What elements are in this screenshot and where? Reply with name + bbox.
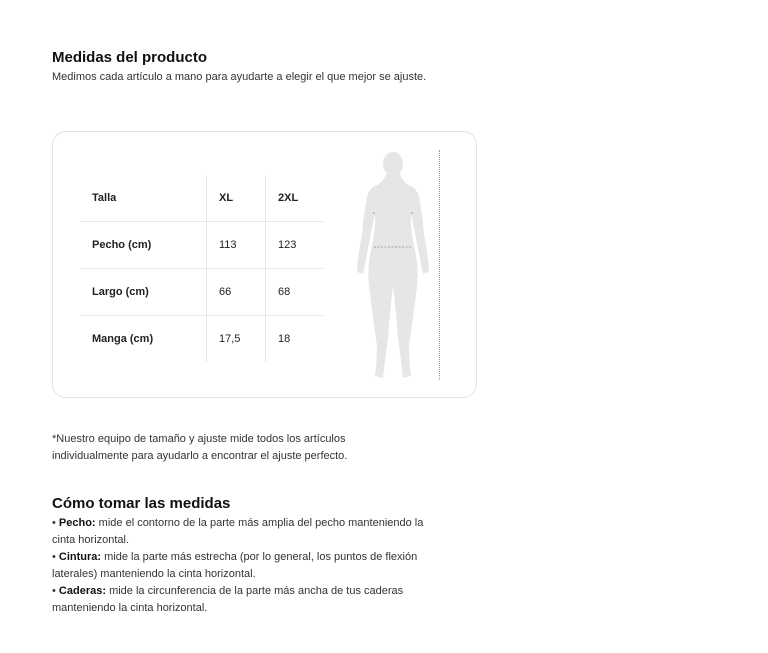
bullet: • (52, 585, 56, 597)
cell-value: 17,5 (207, 316, 266, 363)
table-row (80, 222, 323, 269)
body-silhouette-icon (353, 150, 433, 385)
list-item (52, 515, 437, 549)
size-table-header-2xl: 2XL (266, 175, 324, 222)
row-label-pecho: Pecho (cm) (80, 222, 207, 269)
height-measure-line (439, 150, 440, 380)
size-table-header-row (80, 175, 323, 222)
fit-note: *Nuestro equipo de tamaño y ajuste mide todos los artículos individualmente para ayudarlo a encontrar el ajuste perfecto. (52, 433, 348, 462)
page-subtitle: Medimos cada artículo a mano para ayudarte a elegir el que mejor se ajuste. (52, 71, 427, 83)
measure-term-cintura: Cintura: (58, 551, 102, 563)
cell-value: 113 (207, 222, 266, 269)
bullet: • (52, 551, 56, 563)
cell-value: 68 (266, 269, 324, 316)
list-item (52, 549, 437, 583)
cell-value: 123 (266, 222, 324, 269)
size-table (80, 175, 323, 362)
howto-list (52, 515, 437, 617)
measure-desc: mide la circunferencia de la parte más ancha de tus caderas manteniendo la cinta horizontal. (52, 585, 404, 614)
howto-title: Cómo tomar las medidas (52, 495, 231, 512)
row-label-manga: Manga (cm) (92, 333, 154, 345)
list-item (52, 583, 437, 617)
measure-desc: mide la parte más estrecha (por lo general, los puntos de flexión laterales) manteniendo la cinta horizontal. (52, 551, 418, 580)
size-table-header-talla: Talla (80, 175, 207, 222)
measure-term-caderas: Caderas: (58, 585, 106, 597)
cell-value: 18 (266, 316, 324, 363)
table-row (80, 316, 323, 363)
cell-value: 66 (207, 269, 266, 316)
measure-term-pecho: Pecho: (58, 517, 96, 529)
size-chart-card (52, 131, 477, 398)
bullet: • (52, 517, 56, 529)
page-title: Medidas del producto (52, 49, 208, 66)
table-row (80, 269, 323, 316)
row-label-largo: Largo (cm) (80, 269, 207, 316)
size-table-header-xl: XL (207, 175, 266, 222)
measure-desc: mide el contorno de la parte más amplia del pecho manteniendo la cinta horizontal. (52, 517, 424, 546)
